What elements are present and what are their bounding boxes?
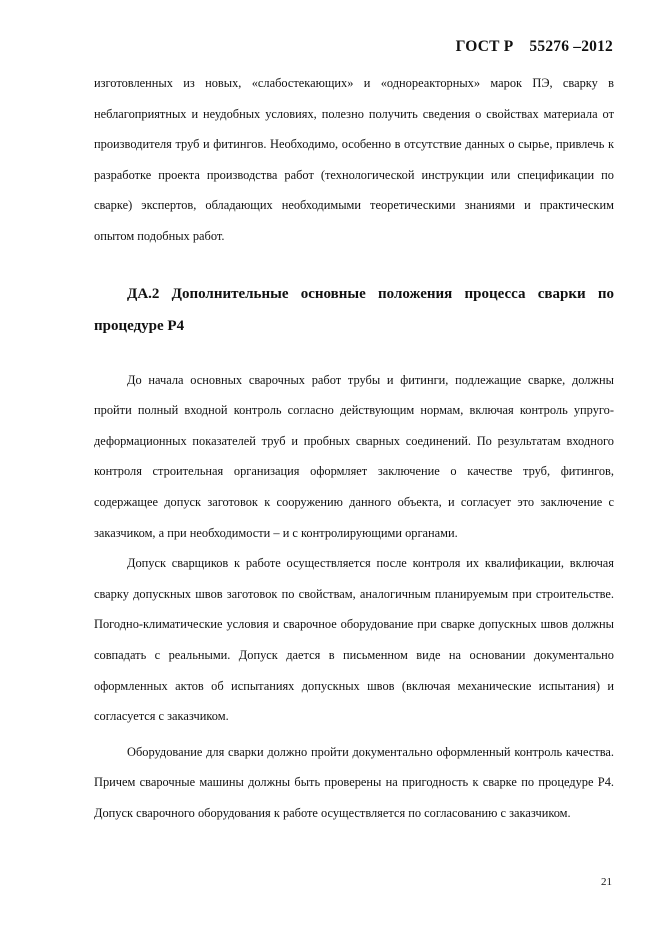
paragraph-continuation: изготовленных из новых, «слабостекающих» и «однореакторных» марок ПЭ, сварку в неблагоприятных и неудобных условиях, полезно получить сведения о свойствах материала от производителя труб и фитингов. Необходимо, особенно в отсутствие данных о сырье, привлечь к разработке проекта производства работ (технологической инструкции или спецификации по сварке) экспертов, обладающих необходимыми теоретическими знаниями и практическим опытом подобных работ. <box>94 76 614 243</box>
standard-label: ГОСТ Р <box>455 38 514 55</box>
spacer <box>94 342 614 365</box>
document-header <box>456 38 613 56</box>
standard-number: 55276 –2012 <box>529 38 613 55</box>
spacer <box>94 252 614 278</box>
paragraph-welder-admission: Допуск сварщиков к работе осуществляется после контроля их квалификации, включая сварку допускных швов заготовок по свойствам, аналогичным планируемым при строительстве. Погодно-климатические условия и сварочное оборудование при сварке допускных швов должны совпадать с реальными. Допуск дается в письменном виде на основании документально оформленных актов об испытаниях допускных швов (включая механические испытания) и согласуется с заказчиком. <box>94 556 614 724</box>
document-body <box>94 68 614 828</box>
paragraph-incoming-control: До начала основных сварочных работ трубы и фитинги, подлежащие сварке, должны пройти полный входной контроль согласно действующим нормам, включая контроль упруго-деформационных показателей труб и пробных сварных соединений. По результатам входного контроля строительная организация оформляет заключение о качестве труб, фитингов, содержащее допуск заготовок к сооружению данного объекта, и согласует это заключение с заказчиком, а при необходимости – и с контролирующими органами. <box>94 372 614 540</box>
section-heading: ДА.2 Дополнительные основные положения процесса сварки по процедуре Р4 <box>94 285 614 334</box>
paragraph-equipment: Оборудование для сварки должно пройти документально оформленный контроль качества. Причем сварочные машины должны быть проверены на пригодность к сварке по процедуре Р4. Допуск сварочного оборудования к работе осуществляется по согласованию с заказчиком. <box>94 744 614 820</box>
page-number: 21 <box>601 876 612 888</box>
